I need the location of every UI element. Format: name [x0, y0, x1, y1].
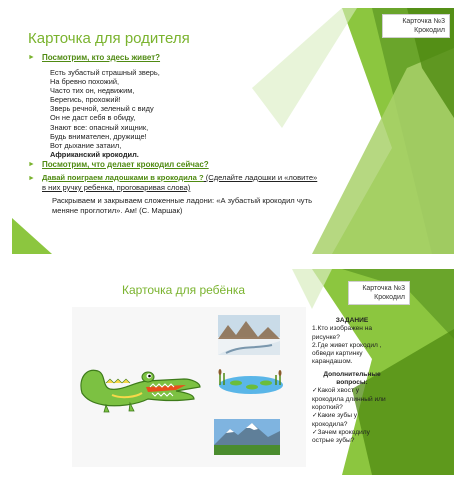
- question-what-does-link[interactable]: [42, 160, 209, 170]
- task-line: рисунке?: [312, 333, 340, 341]
- poem-line: Вот дыхание затаил,: [50, 140, 122, 150]
- child-card-slide: [12, 269, 454, 475]
- closing-text: [52, 196, 312, 216]
- extra-question-line: острые зубы?: [312, 437, 355, 445]
- task-line: карандашом.: [312, 358, 353, 366]
- mountain-landscape-photo: [214, 419, 280, 455]
- poem-line: Знают все: опасный хищник,: [50, 122, 149, 132]
- extra-heading-line: вопросы:: [336, 379, 368, 387]
- bullet-arrow-icon: ►: [28, 161, 35, 168]
- task-block: [312, 317, 392, 445]
- poem-line: Зверь речной, зеленый с виду: [50, 104, 154, 114]
- extra-question-line: ✓Какой хвост у: [312, 387, 360, 395]
- card-topic: Крокодил: [374, 294, 405, 301]
- closing-line: Раскрываем и закрываем сложенные ладони: «А зубастый крокодил чуть: [52, 196, 313, 205]
- question-what-does[interactable]: Посмотрим, что делает крокодил сейчас?: [42, 160, 209, 169]
- palm-game-instruction: [42, 173, 362, 193]
- card-number-tag: [348, 281, 410, 305]
- closing-line: меняне проглотил». Ам! (С. Маршак): [52, 206, 183, 215]
- question-who-lives[interactable]: Посмотрим, кто здесь живет?: [42, 53, 161, 62]
- task-line: 1.Кто изображен на: [312, 325, 373, 333]
- extra-question-line: короткий?: [312, 403, 343, 411]
- parent-card-slide: [12, 8, 454, 254]
- extra-question-line: крокодила?: [312, 420, 348, 428]
- extra-heading: [312, 371, 392, 388]
- crocodile-poem: [50, 68, 160, 159]
- slide1-title: Карточка для родителя: [28, 30, 190, 47]
- poem-line: Африканский крокодил.: [50, 149, 139, 159]
- extra-question-line: ✓Какие зубы у: [312, 412, 358, 420]
- extra-question-line: ✓Зачем крокодилу: [312, 428, 370, 436]
- slide2-title: Карточка для ребёнка: [122, 283, 246, 297]
- poem-line: Он не даст себя в обиду,: [50, 113, 136, 123]
- palm-game-link[interactable]: Давай поиграем ладошками в крокодила ?: [42, 173, 204, 182]
- poem-line: Есть зубастый страшный зверь,: [50, 68, 160, 77]
- palm-game-note-2: в них ручку ребенка, проговаривая слова): [42, 183, 191, 192]
- poem-line: Часто тих он, недвижим,: [50, 86, 135, 96]
- crocodile-illustration: [76, 357, 204, 415]
- card-number: Карточка №3: [402, 18, 445, 25]
- palm-game-note: (Сделайте ладошки и «ловите»: [203, 173, 318, 182]
- bullet-arrow-icon: ►: [28, 175, 35, 182]
- bullet-arrow-icon: ►: [28, 54, 35, 61]
- winter-landscape-photo: [218, 315, 280, 355]
- card-number: Карточка №3: [362, 285, 405, 292]
- task-line: обведи картинку: [312, 350, 363, 358]
- pond-illustration: [216, 369, 286, 395]
- card-topic: Крокодил: [414, 27, 445, 34]
- card-number-tag: [382, 14, 450, 38]
- poem-line: Берегись, прохожий!: [50, 95, 121, 105]
- task-heading: ЗАДАНИЕ: [335, 317, 369, 324]
- task-line: 2.Где живет крокодил ,: [312, 341, 382, 349]
- poem-line: Будь внимателен, дружище!: [50, 131, 147, 141]
- question-who-lives-link[interactable]: [42, 53, 160, 63]
- extra-question-line: крокодила длинный или: [312, 395, 386, 403]
- poem-line: На бревно похожий,: [50, 77, 120, 87]
- extra-heading-line: Дополнительные: [323, 370, 381, 378]
